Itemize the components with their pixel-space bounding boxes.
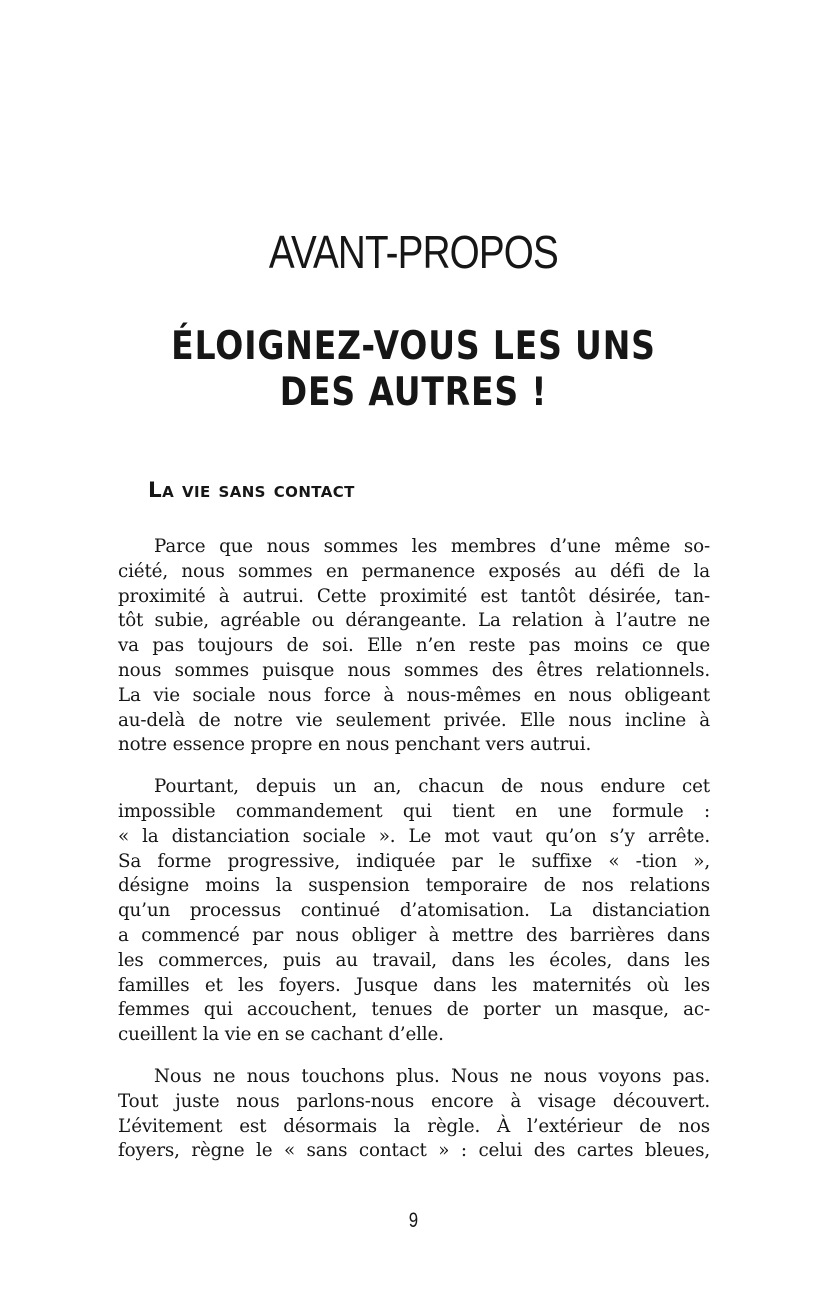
page-number: 9	[408, 1209, 419, 1232]
text-line: impossible commandement qui tient en une formule :	[118, 800, 710, 822]
text-line: Parce que nous sommes les membres d’une même so-	[154, 536, 710, 557]
paragraph	[118, 535, 710, 758]
text-line: au-delà de notre vie seulement privée. Elle nous incline à	[118, 709, 710, 731]
text-line: proximité à autrui. Cette proximité est tantôt désirée, tan-	[118, 585, 710, 607]
chapter-kicker: AVANT-PROPOS	[268, 226, 558, 278]
text-line: La vie sociale nous force à nous-mêmes en nous obligeant	[118, 684, 710, 706]
text-line: « la distanciation sociale ». Le mot vaut qu’on s’y arrête.	[118, 825, 710, 847]
text-line: va pas toujours de soi. Elle n’en reste pas moins ce que	[118, 635, 710, 657]
text-line: femmes qui accouchent, tenues de porter un masque, ac-	[118, 999, 710, 1021]
text-line: qu’un processus continué d’atomisation. La distanciation	[118, 900, 710, 922]
text-line: Tout juste nous parlons-nous encore à visage découvert.	[118, 1090, 710, 1112]
text-line: tôt subie, agréable ou dérangeante. La relation à l’autre ne	[118, 610, 710, 632]
text-line: cueillent la vie en se cachant d’elle.	[118, 1024, 444, 1046]
chapter-title	[0, 324, 827, 416]
text-line: a commencé par nous obliger à mettre des barrières dans	[118, 924, 710, 946]
text-line: désigne moins la suspension temporaire de nos relations	[118, 875, 710, 897]
chapter-title-line: DES AUTRES !	[279, 370, 548, 415]
text-line: Sa forme progressive, indiquée par le suffixe « -tion »,	[118, 850, 710, 872]
text-line: nous sommes puisque nous sommes des êtres relationnels.	[118, 659, 710, 681]
text-line: Pourtant, depuis un an, chacun de nous endure cet	[154, 776, 710, 798]
paragraph	[118, 1065, 710, 1164]
paragraph	[118, 775, 710, 1048]
section-heading: La vie sans contact	[148, 478, 355, 503]
text-line: ciété, nous sommes en permanence exposés au défi de la	[118, 560, 710, 582]
text-line: L’évitement est désormais la règle. À l’extérieur de nos	[118, 1115, 710, 1137]
text-line: Nous ne nous touchons plus. Nous ne nous voyons pas.	[154, 1065, 710, 1087]
text-line: familles et les foyers. Jusque dans les maternités où les	[118, 974, 710, 996]
body-text	[118, 535, 710, 1181]
text-line: foyers, règne le « sans contact » : celui des cartes bleues,	[118, 1140, 710, 1162]
text-line: les commerces, puis au travail, dans les écoles, dans les	[118, 949, 710, 971]
chapter-title-line: ÉLOIGNEZ-VOUS LES UNS	[171, 324, 656, 369]
text-line: notre essence propre en nous penchant vers autrui.	[118, 734, 592, 756]
